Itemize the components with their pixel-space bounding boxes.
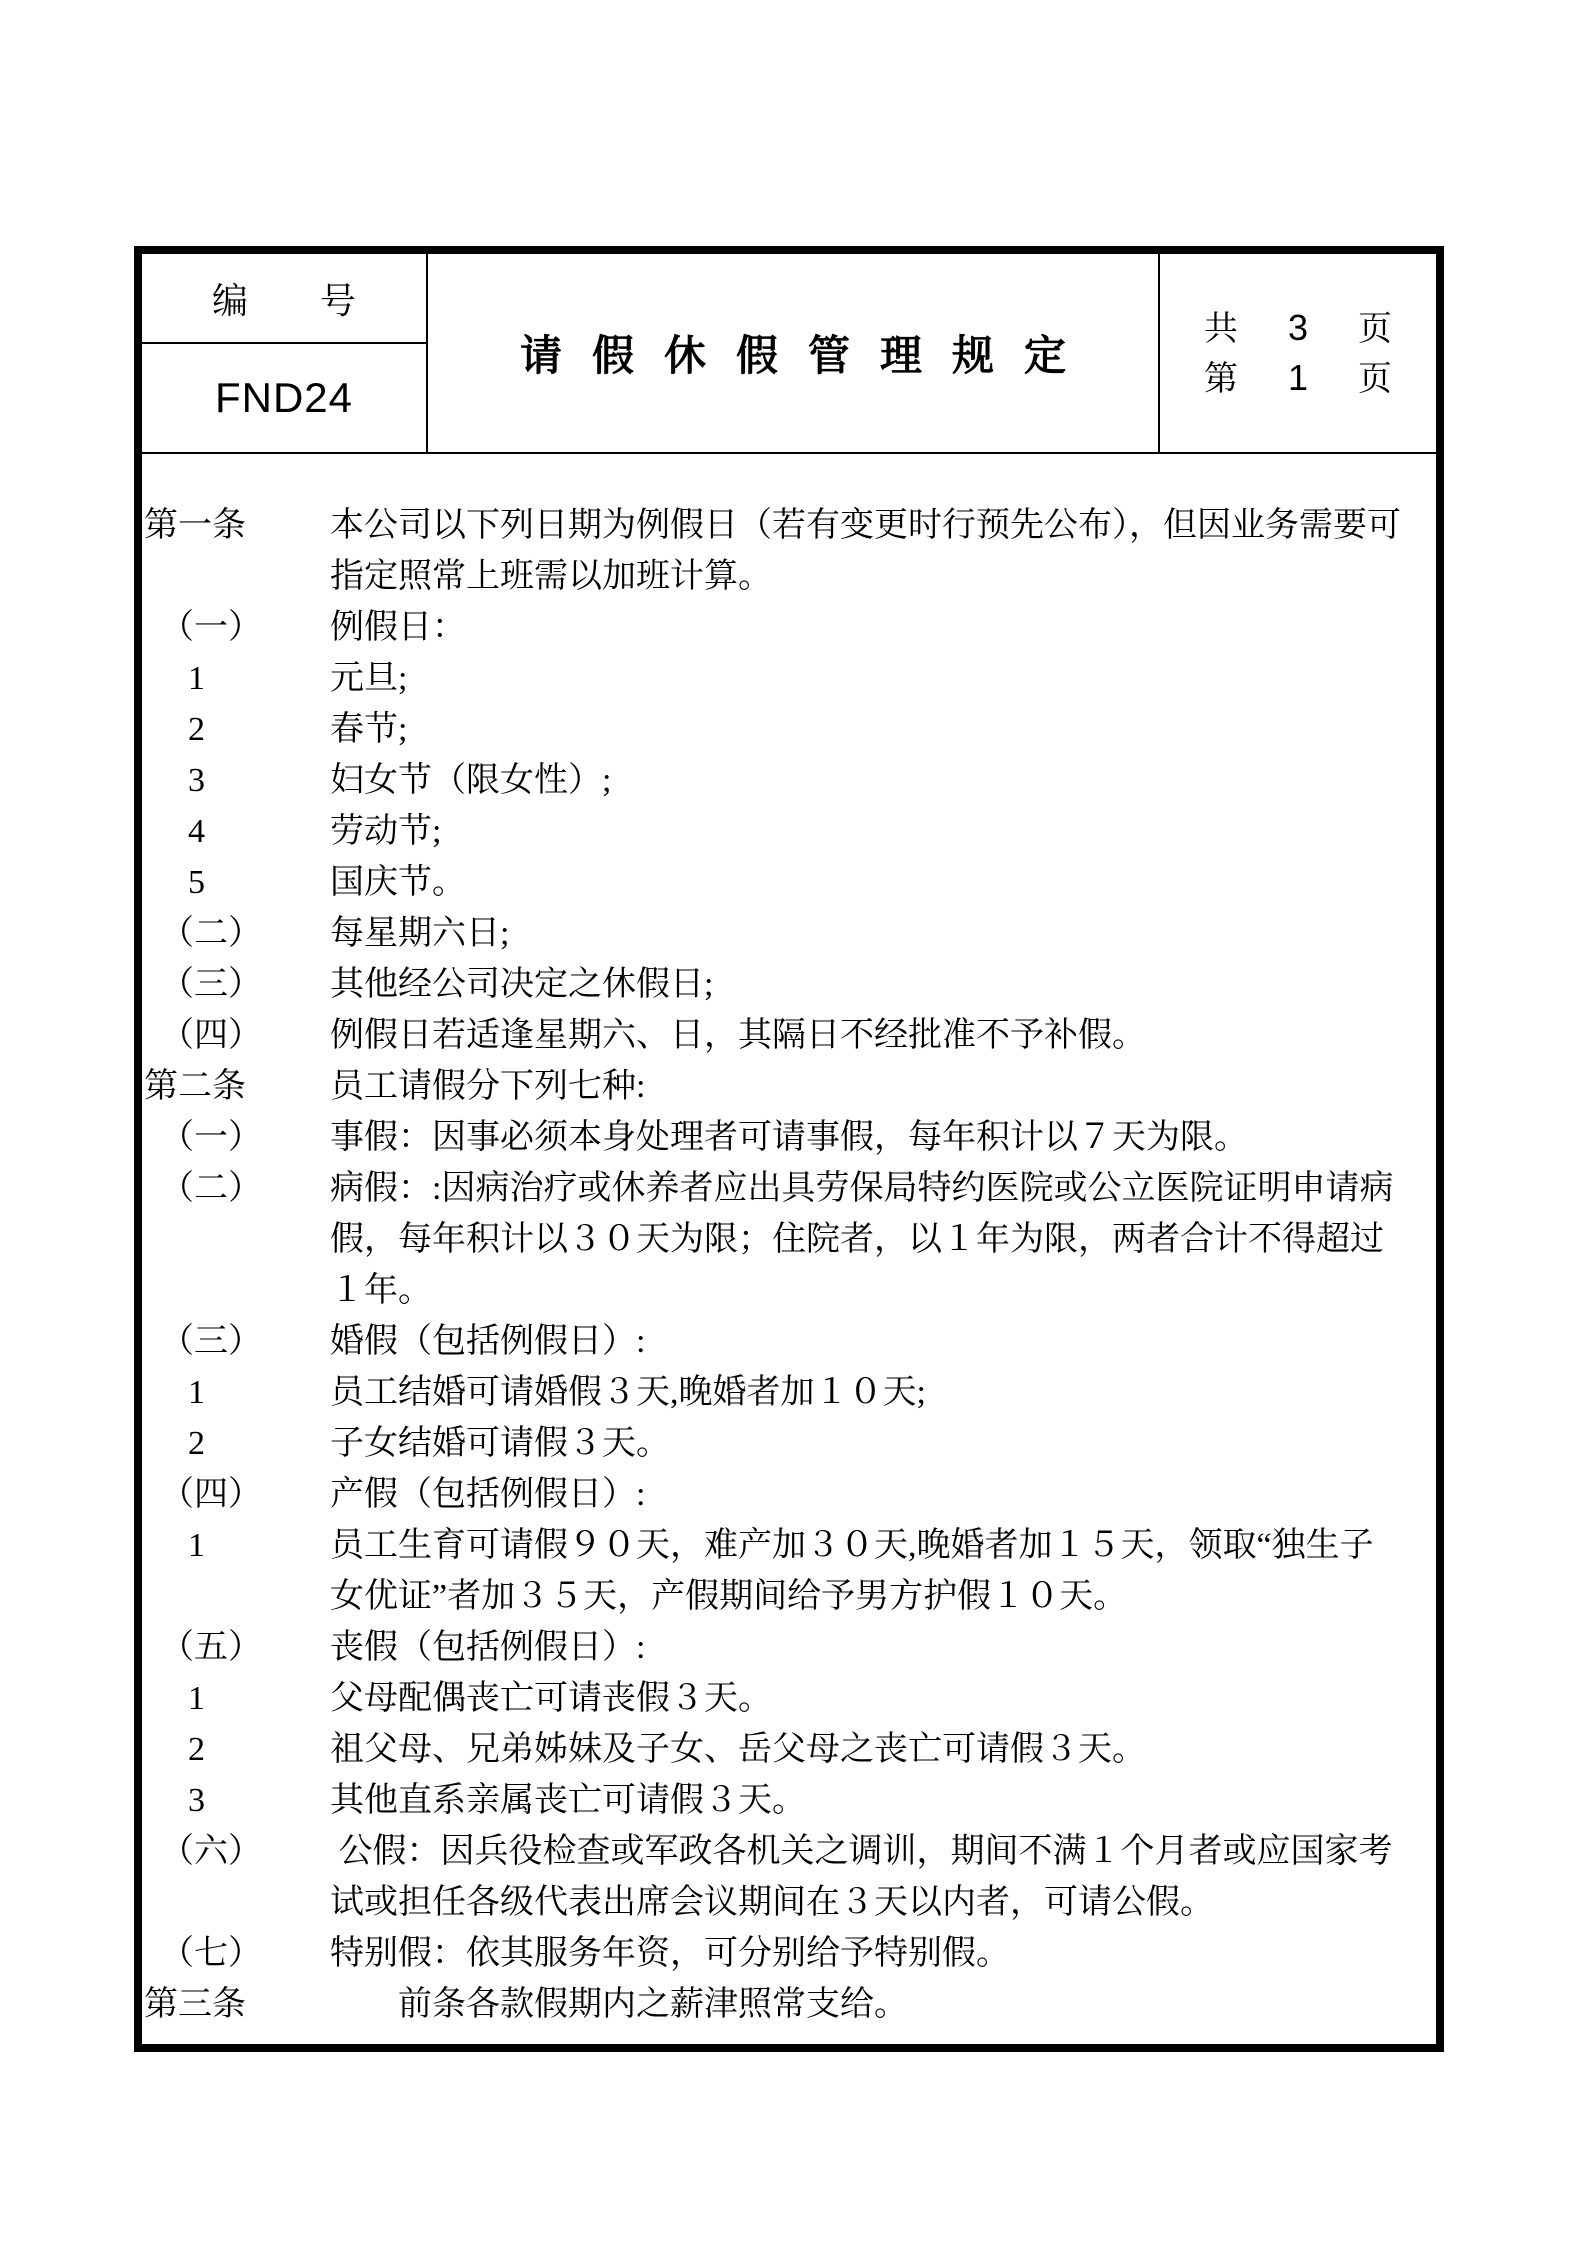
- document-row: [142, 1418, 1436, 1469]
- text-line: 父母配偶丧亡可请丧假３天。: [330, 1680, 772, 1717]
- row-content: [330, 1979, 1436, 2030]
- text-line: 国庆节。: [330, 864, 466, 901]
- row-content: [330, 806, 1436, 857]
- text-line: 丧假（包括例假日）:: [330, 1629, 646, 1666]
- document-row: [142, 1928, 1436, 1979]
- text-line: 试或担任各级代表出席会议期间在３天以内者，可请公假。: [330, 1884, 1214, 1921]
- document-row: [142, 959, 1436, 1010]
- row-content: [330, 1520, 1436, 1622]
- document-row: [142, 500, 1436, 602]
- total-pages-line: [1203, 307, 1393, 348]
- document-row: [142, 1724, 1436, 1775]
- document-row: [142, 653, 1436, 704]
- document-row: [142, 1520, 1436, 1622]
- row-label: （四）: [160, 1017, 262, 1054]
- doc-title-cell: [428, 254, 1158, 452]
- document-row: [142, 1826, 1436, 1928]
- text-line: 子女结婚可请假３天。: [330, 1425, 670, 1462]
- total-pages-prefix: 共: [1203, 311, 1238, 348]
- document-title: 请假休假管理规定: [519, 334, 1096, 380]
- row-content: [330, 500, 1436, 602]
- row-label: 2: [188, 711, 205, 748]
- row-label: 第一条: [144, 507, 246, 544]
- document-row: [142, 1979, 1436, 2030]
- doc-number-label: 编 号: [142, 254, 426, 344]
- row-label: （二）: [160, 1170, 262, 1207]
- row-label: （六）: [160, 1833, 262, 1870]
- row-content: [330, 602, 1436, 653]
- row-content: [330, 1724, 1436, 1775]
- text-line: 本公司以下列日期为例假日（若有变更时行预先公布），但因业务需要可: [330, 507, 1401, 544]
- row-content: [330, 1928, 1436, 1979]
- document-row: [142, 1673, 1436, 1724]
- row-label: （一）: [160, 609, 262, 646]
- text-line: 婚假（包括例假日）:: [330, 1323, 646, 1360]
- document-row: [142, 1469, 1436, 1520]
- current-page-value: 1: [1287, 357, 1309, 398]
- row-label: （一）: [160, 1119, 262, 1156]
- text-line: 特别假：依其服务年资，可分别给予特别假。: [330, 1935, 1010, 1972]
- row-label: （三）: [160, 966, 262, 1003]
- text-line: 病假：:因病治疗或休养者应出具劳保局特约医院或公立医院证明申请病: [330, 1170, 1394, 1207]
- row-content: [330, 959, 1436, 1010]
- text-line: 员工生育可请假９０天，难产加３０天,晚婚者加１５天，领取“独生子: [330, 1527, 1374, 1564]
- doc-number-cell: [142, 254, 428, 452]
- document-row: [142, 755, 1436, 806]
- row-content: [330, 1826, 1436, 1928]
- row-label: （七）: [160, 1935, 262, 1972]
- row-label: 1: [188, 660, 205, 697]
- document-row: [142, 1622, 1436, 1673]
- text-line: 指定照常上班需以加班计算。: [330, 558, 772, 595]
- text-line: 例假日：: [330, 609, 466, 646]
- row-content: [330, 1418, 1436, 1469]
- row-content: [330, 1061, 1436, 1112]
- total-pages-suffix: 页: [1358, 311, 1393, 348]
- page-info-cell: [1158, 254, 1436, 452]
- document-body: [142, 454, 1436, 2044]
- text-line: 前条各款假期内之薪津照常支给。: [330, 1986, 908, 2023]
- text-line: 女优证”者加３５天，产假期间给予男方护假１０天。: [330, 1578, 1128, 1615]
- row-label: （二）: [160, 915, 262, 952]
- row-content: [330, 653, 1436, 704]
- document-row: [142, 806, 1436, 857]
- row-label: （五）: [160, 1629, 262, 1666]
- table-header: [142, 254, 1436, 454]
- row-content: [330, 1010, 1436, 1061]
- row-label: （四）: [160, 1476, 262, 1513]
- row-content: [330, 1163, 1436, 1316]
- document-row: [142, 1775, 1436, 1826]
- regulation-table: [134, 246, 1444, 2052]
- text-line: 例假日若适逢星期六、日，其隔日不经批准不予补假。: [330, 1017, 1146, 1054]
- row-content: [330, 908, 1436, 959]
- text-line: 假，每年积计以３０天为限；住院者，以１年为限，两者合计不得超过: [330, 1221, 1384, 1258]
- document-row: [142, 602, 1436, 653]
- text-line: 事假：因事必须本身处理者可请事假，每年积计以７天为限。: [330, 1119, 1248, 1156]
- row-content: [330, 1316, 1436, 1367]
- row-label: 第三条: [144, 1986, 246, 2023]
- text-line: 公假：因兵役检查或军政各机关之调训，期间不满１个月者或应国家考: [330, 1833, 1393, 1870]
- row-label: 3: [188, 1782, 205, 1819]
- text-line: 员工请假分下列七种:: [330, 1068, 646, 1105]
- row-content: [330, 755, 1436, 806]
- document-row: [142, 1112, 1436, 1163]
- current-page-line: [1203, 357, 1393, 398]
- text-line: 祖父母、兄弟姊妹及子女、岳父母之丧亡可请假３天。: [330, 1731, 1146, 1768]
- document-row: [142, 704, 1436, 755]
- text-line: １年。: [330, 1272, 432, 1309]
- total-pages-value: 3: [1287, 307, 1309, 348]
- row-content: [330, 704, 1436, 755]
- document-row: [142, 1010, 1436, 1061]
- document-row: [142, 857, 1436, 908]
- row-label: 5: [188, 864, 205, 901]
- row-label: 2: [188, 1731, 205, 1768]
- text-line: 春节;: [330, 711, 408, 748]
- row-content: [330, 857, 1436, 908]
- document-row: [142, 1316, 1436, 1367]
- document-row: [142, 1163, 1436, 1316]
- row-label: （三）: [160, 1323, 262, 1360]
- current-page-prefix: 第: [1203, 361, 1238, 398]
- current-page-suffix: 页: [1358, 361, 1393, 398]
- text-line: 员工结婚可请婚假３天,晚婚者加１０天;: [330, 1374, 926, 1411]
- row-label: 2: [188, 1425, 205, 1462]
- document-row: [142, 1367, 1436, 1418]
- text-line: 产假（包括例假日）:: [330, 1476, 646, 1513]
- text-line: 劳动节;: [330, 813, 442, 850]
- row-label: 3: [188, 762, 205, 799]
- row-label: 1: [188, 1374, 205, 1411]
- text-line: 其他直系亲属丧亡可请假３天。: [330, 1782, 806, 1819]
- text-line: 其他经公司决定之休假日;: [330, 966, 714, 1003]
- text-line: 妇女节（限女性）;: [330, 762, 612, 799]
- row-content: [330, 1367, 1436, 1418]
- row-content: [330, 1469, 1436, 1520]
- doc-number-value: FND24: [214, 374, 354, 421]
- row-label: 第二条: [144, 1068, 246, 1105]
- text-line: 元旦;: [330, 660, 408, 697]
- document-row: [142, 908, 1436, 959]
- text-line: 每星期六日;: [330, 915, 510, 952]
- document-row: [142, 1061, 1436, 1112]
- row-content: [330, 1775, 1436, 1826]
- row-label: 1: [188, 1680, 205, 1717]
- row-content: [330, 1622, 1436, 1673]
- row-label: 1: [188, 1527, 205, 1564]
- row-content: [330, 1112, 1436, 1163]
- row-content: [330, 1673, 1436, 1724]
- row-label: 4: [188, 813, 205, 850]
